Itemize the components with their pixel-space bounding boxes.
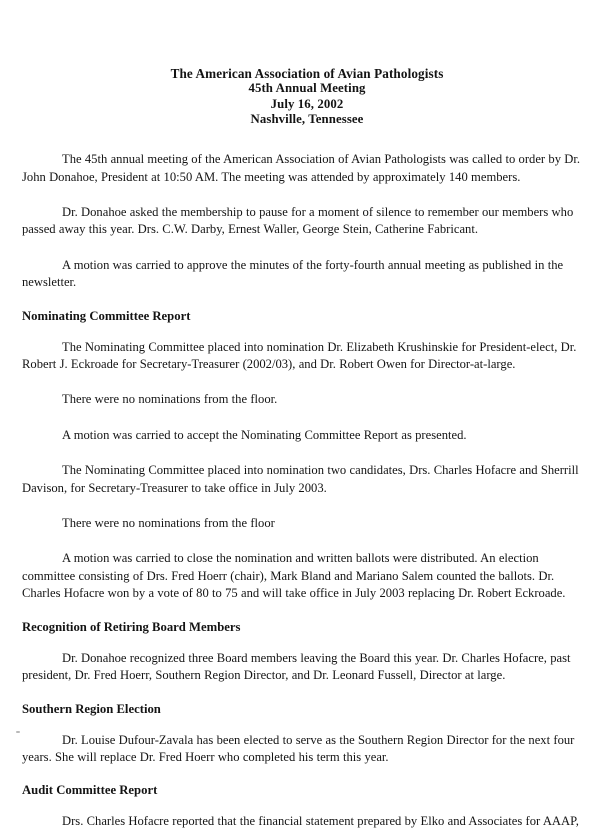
spacer xyxy=(22,186,592,204)
spacer xyxy=(22,444,592,462)
paragraph-no-nominations-first: There were no nominations from the floor. xyxy=(62,392,278,407)
header-meeting: 45th Annual Meeting xyxy=(248,81,366,96)
heading-nominating-committee-report: Nominating Committee Report xyxy=(22,308,191,323)
heading-audit-committee-report: Audit Committee Report xyxy=(22,783,158,798)
spacer xyxy=(22,603,592,620)
spacer xyxy=(22,685,592,702)
scan-artifact-mark xyxy=(16,731,20,733)
paragraph-no-nominations-second: There were no nominations from the floor xyxy=(62,516,275,531)
spacer xyxy=(22,409,592,427)
spacer xyxy=(22,766,592,783)
header-date: July 16, 2002 xyxy=(270,96,344,111)
document-header xyxy=(22,66,592,127)
paragraph-retiring-members: Dr. Donahoe recognized three Board members leaving the Board this year. Dr. Charles Hofacre, past president, Dr. Fred Hoerr, Southern Region Director, and Dr. Leonard Fussell, Director at large. xyxy=(22,650,571,683)
paragraph-ballot-results: A motion was carried to close the nomination and written ballots were distributed. An election committee consisting of Drs. Fred Hoerr (chair), Mark Bland and Mariano Salem counted the ballots. Dr. Charles Hofacre won by a vote of 80 to 75 and will take office in July 2003 replacing Dr. Robert Eckroade. xyxy=(22,551,566,601)
paragraph-minutes-approved: A motion was carried to approve the minutes of the forty-fourth annual meeting as published in the newsletter. xyxy=(22,257,564,290)
heading-recognition-retiring-board-members: Recognition of Retiring Board Members xyxy=(22,619,241,634)
paragraph-nominations-slate: The Nominating Committee placed into nomination Dr. Elizabeth Krushinskie for President-elect, Dr. Robert J. Eckroade for Secretary-Treasurer (2002/03), and Dr. Robert Owen for Director-at-large. xyxy=(22,339,577,372)
spacer xyxy=(22,373,592,391)
paragraph-moment-of-silence: Dr. Donahoe asked the membership to pause for a moment of silence to remember our members who passed away this year. Drs. C.W. Darby, Ernest Waller, George Stein, Catherine Fabricant. xyxy=(22,205,574,237)
spacer xyxy=(22,127,592,151)
paragraph-two-candidates: The Nominating Committee placed into nomination two candidates, Drs. Charles Hofacre and Sherrill Davison, for Secretary-Treasurer to take office in July 2003. xyxy=(22,463,579,495)
spacer xyxy=(22,292,592,309)
paragraph-audit-statement: Drs. Charles Hofacre reported that the financial statement prepared by Elko and Associates for AAAP, xyxy=(62,814,579,829)
paragraph-call-to-order: The 45th annual meeting of the American Association of Avian Pathologists was called to order by Dr. John Donahoe, President at 10:50 AM. The meeting was attended by approximately 140 members. xyxy=(22,152,581,184)
spacer xyxy=(22,532,592,550)
heading-southern-region-election: Southern Region Election xyxy=(22,701,161,716)
spacer xyxy=(22,324,592,339)
header-organization: The American Association of Avian Pathologists xyxy=(170,66,444,81)
header-location: Nashville, Tennessee xyxy=(250,111,364,126)
paragraph-southern-region: Dr. Louise Dufour-Zavala has been elected to serve as the Southern Region Director for the next four years. She will replace Dr. Fred Hoerr who completed his term this year. xyxy=(22,732,575,764)
spacer xyxy=(22,239,592,257)
paragraph-motion-accept-report: A motion was carried to accept the Nominating Committee Report as presented. xyxy=(62,427,467,442)
document-content xyxy=(22,0,592,831)
spacer xyxy=(22,497,592,515)
spacer xyxy=(22,717,592,732)
spacer xyxy=(22,798,592,813)
spacer xyxy=(22,635,592,650)
